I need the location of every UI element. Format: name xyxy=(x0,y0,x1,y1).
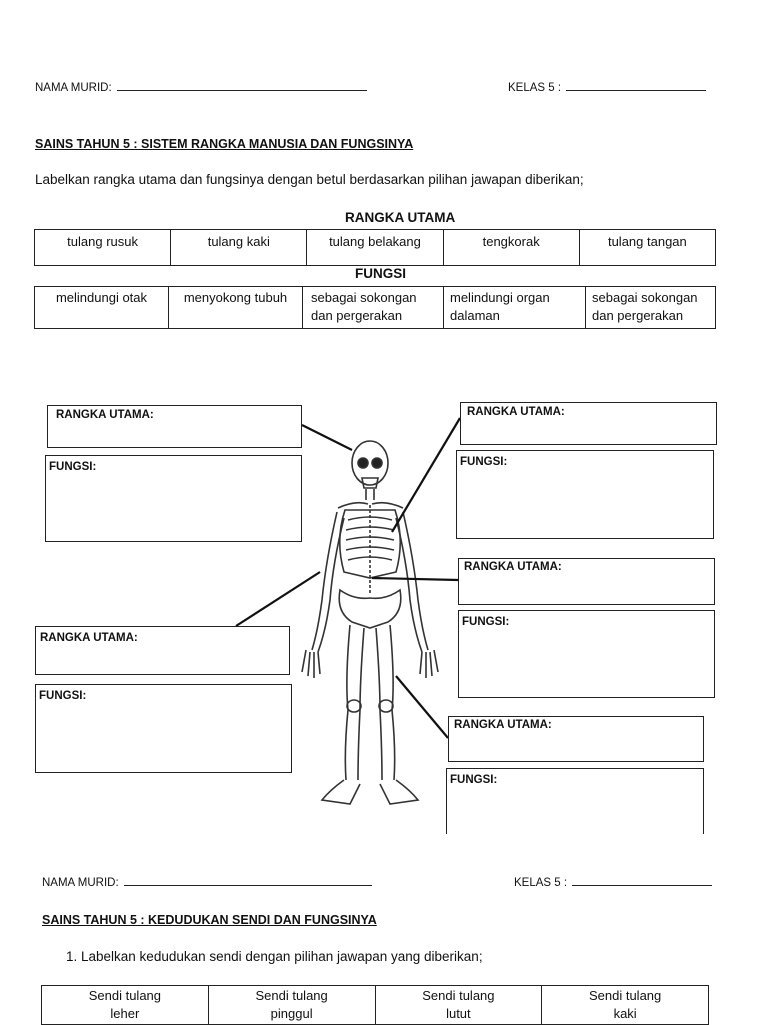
pointer-leg xyxy=(396,676,448,738)
rangka-option: tulang tangan xyxy=(579,230,715,266)
name-label: NAMA MURID: xyxy=(42,877,119,889)
fungsi-option: sebagai sokongan dan pergerakan xyxy=(586,287,716,329)
fungsi-box-label: FUNGSI: xyxy=(39,690,87,702)
fungsi-answer-box-3[interactable] xyxy=(458,610,715,698)
rangka-box-label: RANGKA UTAMA: xyxy=(464,561,562,573)
rangka-answer-box-2[interactable] xyxy=(460,402,717,445)
worksheet-title-2: SAINS TAHUN 5 : KEDUDUKAN SENDI DAN FUNGSINYA xyxy=(42,913,377,927)
fungsi-heading: FUNGSI xyxy=(355,266,407,281)
rangka-box-label: RANGKA UTAMA: xyxy=(40,632,138,644)
rangka-answer-box-3[interactable] xyxy=(458,558,715,605)
rangka-option: tulang belakang xyxy=(307,230,443,266)
pointer-spine xyxy=(372,578,458,580)
fungsi-option: melindungi organ dalaman xyxy=(444,287,586,329)
fungsi-box-label: FUNGSI: xyxy=(49,461,97,473)
pointer-arm xyxy=(236,572,320,626)
name-field-2 xyxy=(42,877,372,889)
name-label: NAMA MURID: xyxy=(35,82,112,94)
sendi-option: Sendi tulang lutut xyxy=(375,986,542,1025)
sendi-options-table xyxy=(41,985,709,1025)
rangka-answer-box-4[interactable] xyxy=(35,626,290,675)
rangka-heading: RANGKA UTAMA xyxy=(345,210,456,225)
fungsi-box-label: FUNGSI: xyxy=(460,456,508,468)
class-label: KELAS 5 : xyxy=(508,82,562,94)
rangka-answer-box-5[interactable] xyxy=(448,716,704,762)
rangka-box-label: RANGKA UTAMA: xyxy=(56,409,154,421)
rangka-option: tengkorak xyxy=(443,230,579,266)
rangka-option: tulang rusuk xyxy=(35,230,171,266)
fungsi-answer-box-1[interactable] xyxy=(45,455,302,542)
sendi-option: Sendi tulang leher xyxy=(42,986,209,1025)
rangka-box-label: RANGKA UTAMA: xyxy=(467,406,565,418)
fungsi-answer-box-5[interactable] xyxy=(446,768,704,834)
fungsi-answer-box-4[interactable] xyxy=(35,684,292,773)
pelvis xyxy=(339,590,401,628)
fungsi-answer-box-2[interactable] xyxy=(456,450,714,539)
fungsi-option: sebagai sokongan dan pergerakan xyxy=(303,287,444,329)
fungsi-option: melindungi otak xyxy=(35,287,169,329)
pointer-ribs xyxy=(392,418,460,532)
rangka-option: tulang kaki xyxy=(171,230,307,266)
worksheet-title: SAINS TAHUN 5 : SISTEM RANGKA MANUSIA DAN FUNGSINYA xyxy=(35,137,414,151)
fungsi-box-label: FUNGSI: xyxy=(450,774,498,786)
fungsi-option: menyokong tubuh xyxy=(169,287,303,329)
class-field-2 xyxy=(514,877,712,889)
rangka-answer-box-1[interactable] xyxy=(47,405,302,448)
rangka-box-label: RANGKA UTAMA: xyxy=(454,719,552,731)
fungsi-box-label: FUNGSI: xyxy=(462,616,510,628)
skeleton-figure xyxy=(302,441,438,804)
pointer-skull xyxy=(302,425,352,450)
class-blank[interactable] xyxy=(572,885,712,886)
sendi-option: Sendi tulang kaki xyxy=(542,986,709,1025)
instruction: Labelkan rangka utama dan fungsinya dengan betul berdasarkan pilihan jawapan diberikan; xyxy=(35,172,584,187)
instruction-2: 1. Labelkan kedudukan sendi dengan pilihan jawapan yang diberikan; xyxy=(66,949,483,964)
name-blank[interactable] xyxy=(124,885,372,886)
sendi-option: Sendi tulang pinggul xyxy=(208,986,375,1025)
class-label: KELAS 5 : xyxy=(514,877,568,889)
